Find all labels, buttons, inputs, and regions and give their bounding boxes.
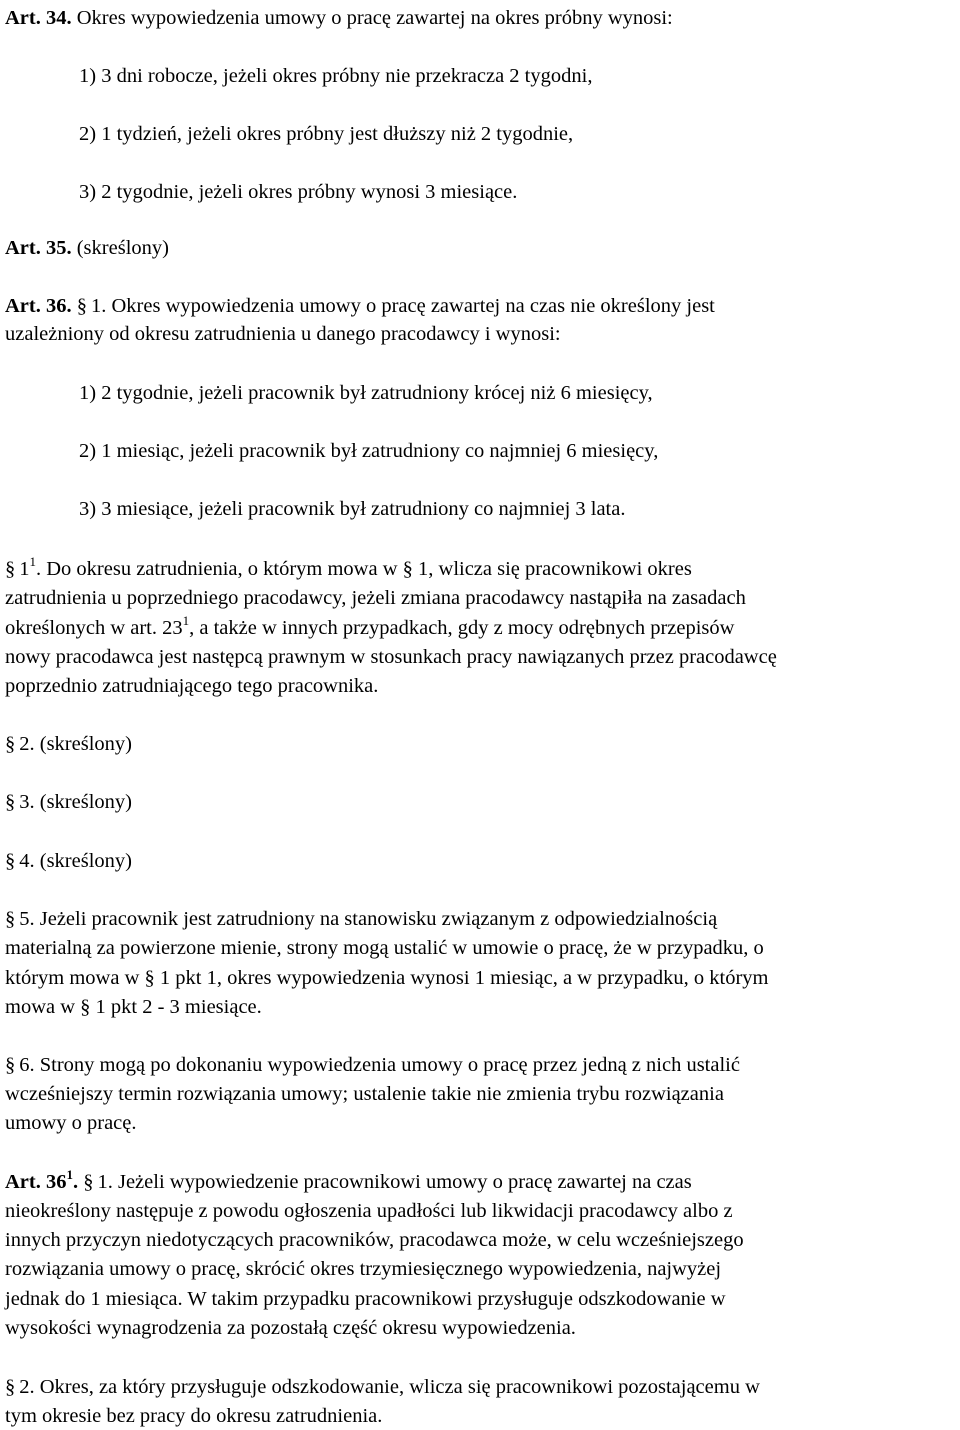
p11-num-sup: 1 xyxy=(29,554,36,570)
p11-line3-b: , a także w innych przypadkach, gdy z mocy odrębnych przepisów xyxy=(189,617,735,639)
section-symbol: § xyxy=(5,1376,16,1398)
art34-label: Art. 34. xyxy=(5,7,72,29)
art36-p5-line3: którym mowa w § 1 pkt 1, okres wypowiedzenia wynosi 1 miesiąc, a w przypadku, o którym xyxy=(5,967,769,989)
art36-p1-num: 1. xyxy=(90,295,107,317)
art36-p11-line2: zatrudnienia u poprzedniego pracodawcy, jeżeli zmiana pracodawcy nastąpiła na zasadach xyxy=(5,587,746,609)
art34-heading xyxy=(5,6,673,30)
art36-p6-line1 xyxy=(5,1053,740,1077)
art36-1-p1-line3: innych przyczyn niedotyczących pracowników, pracodawca może, w celu wcześniejszego xyxy=(5,1229,744,1251)
art36-1-label-sup: 1 xyxy=(66,1167,73,1183)
p11-line1-text: Do okresu zatrudnienia, o którym mowa w § 1, wlicza się pracownikowi okres xyxy=(46,558,692,580)
art36-1-p1-line1: Jeżeli wypowiedzenie pracownikowi umowy o pracę zawartej na czas xyxy=(117,1171,692,1193)
section-symbol: § xyxy=(76,295,87,317)
art36-1-p1-line5: jednak do 1 miesiąca. W takim przypadku pracownikowi przysługuje odszkodowanie w xyxy=(5,1288,726,1310)
art36-1-p1-num: 1. xyxy=(97,1171,113,1193)
p11-num-dot: . xyxy=(36,558,42,580)
section-symbol: § xyxy=(5,1054,16,1076)
art36-1-heading xyxy=(5,1167,692,1194)
art36-p6-line1-text: 6. Strony mogą po dokonaniu wypowiedzenia umowy o pracę przez jedną z nich ustalić xyxy=(19,1054,740,1076)
art36-p11-line4: nowy pracodawca jest następcą prawnym w stosunkach pracy nawiązanych przez pracodawcę xyxy=(5,646,777,668)
section-symbol: § xyxy=(5,908,16,930)
section-symbol: § xyxy=(5,733,16,755)
art36-1-p2-line1-text: 2. Okres, za który przysługuje odszkodowanie, wlicza się pracownikowi pozostającemu w xyxy=(19,1376,760,1398)
p11-line3-a: określonych w art. 23 xyxy=(5,617,183,639)
section-symbol: § xyxy=(5,850,16,872)
art35-text: (skreślony) xyxy=(76,237,169,259)
art36-p11-line1 xyxy=(5,554,692,581)
art36-p1-line1: Okres wypowiedzenia umowy o pracę zawartej na czas nie określony jest xyxy=(111,295,715,317)
art36-p1-line2: uzależniony od okresu zatrudnienia u danego pracodawcy i wynosi: xyxy=(5,323,561,345)
art36-1-p1-line6: wysokości wynagrodzenia za pozostałą część okresu wypowiedzenia. xyxy=(5,1317,576,1339)
art36-p5-line2: materialną za powierzone mienie, strony mogą ustalić w umowie o pracę, że w przypadku, o xyxy=(5,937,764,959)
art34-item-3: 3) 2 tygodnie, jeżeli okres próbny wynosi 3 miesiące. xyxy=(79,181,518,203)
art36-item-3: 3) 3 miesiące, jeżeli pracownik był zatrudniony co najmniej 3 lata. xyxy=(79,498,626,520)
art36-p5-line1-text: 5. Jeżeli pracownik jest zatrudniony na stanowisku związanym z odpowiedzialnością xyxy=(19,908,718,930)
art36-1-p1-line2: nieokreślony następuje z powodu ogłoszenia upadłości lub likwidacji pracodawcy albo z xyxy=(5,1200,733,1222)
art35-heading xyxy=(5,236,169,260)
art36-p11-line5: poprzednio zatrudniającego tego pracownika. xyxy=(5,675,379,697)
p11-line3-sup: 1 xyxy=(182,613,190,629)
art36-p4 xyxy=(5,849,132,873)
art36-p5-line1 xyxy=(5,907,717,931)
art36-p3-text: 3. (skreślony) xyxy=(19,791,132,813)
art36-1-label-dot: . xyxy=(72,1171,79,1193)
art34-text: Okres wypowiedzenia umowy o pracę zawartej na okres próbny wynosi: xyxy=(76,7,673,29)
section-symbol: § xyxy=(5,791,16,813)
art36-p4-text: 4. (skreślony) xyxy=(19,850,132,872)
art36-1-p2-line1 xyxy=(5,1375,760,1399)
art36-item-1: 1) 2 tygodnie, jeżeli pracownik był zatrudniony krócej niż 6 miesięcy, xyxy=(79,382,653,404)
art35-label: Art. 35. xyxy=(5,237,72,259)
art36-heading xyxy=(5,294,715,318)
art36-p2-text: 2. (skreślony) xyxy=(19,733,132,755)
art36-p2 xyxy=(5,732,132,756)
art36-p6-line3: umowy o pracę. xyxy=(5,1112,137,1134)
p11-num: 1 xyxy=(19,558,30,580)
art36-p11-line3 xyxy=(5,613,735,640)
art34-item-1: 1) 3 dni robocze, jeżeli okres próbny nie przekracza 2 tygodni, xyxy=(79,65,593,87)
art36-label: Art. 36. xyxy=(5,295,72,317)
art36-p5-line4: mowa w § 1 pkt 2 - 3 miesiące. xyxy=(5,996,262,1018)
art36-item-2: 2) 1 miesiąc, jeżeli pracownik był zatrudniony co najmniej 6 miesięcy, xyxy=(79,440,659,462)
section-symbol: § xyxy=(83,1171,94,1193)
art36-1-label xyxy=(5,1167,79,1193)
art36-1-p2-line2: tym okresie bez pracy do okresu zatrudnienia. xyxy=(5,1405,383,1427)
art36-1-p1-line4: rozwiązania umowy o pracę, skrócić okres trzymiesięcznego wypowiedzenia, najwyżej xyxy=(5,1258,722,1280)
art34-item-2: 2) 1 tydzień, jeżeli okres próbny jest dłuższy niż 2 tygodnie, xyxy=(79,123,574,145)
art36-p3 xyxy=(5,790,132,814)
section-symbol: § xyxy=(5,558,16,580)
art36-1-label-text: Art. 36 xyxy=(5,1171,67,1193)
art36-p6-line2: wcześniejszy termin rozwiązania umowy; ustalenie takie nie zmienia trybu rozwiązania xyxy=(5,1083,724,1105)
